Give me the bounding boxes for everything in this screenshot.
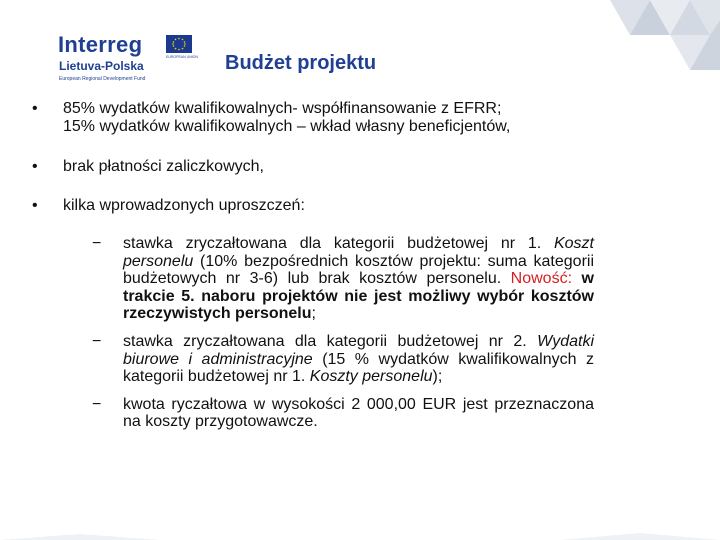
- bullet-text-line: 85% wydatków kwalifikowalnych- współfinansowanie z EFRR;: [63, 100, 502, 117]
- sub-text: (10% bezpośrednich kosztów projektu: suma kategorii budżetowych nr 3-6) lub brak kosztów personelu.: [123, 252, 594, 288]
- bottom-decoration: [0, 528, 720, 540]
- sub-text-italic: Koszty personelu: [309, 368, 433, 386]
- slide-title: Budżet projektu: [225, 52, 377, 74]
- logo-wordmark: Interreg: [58, 32, 143, 57]
- logo-flag-caption: EUROPEAN UNION: [166, 55, 198, 59]
- sub-text: (15 % wydatków kwalifikowalnych z kategorii budżetowej nr 1.: [123, 350, 595, 386]
- sub-item: [92, 333, 594, 386]
- sub-text-bold: w trakcie 5. naboru projektów nie jest możliwy wybór kosztów rzeczywistych personelu: [123, 270, 594, 323]
- bullet-item: [32, 197, 632, 215]
- sub-text: stawka zryczałtowana dla kategorii budżetowej nr 2.: [123, 332, 538, 350]
- bullet-item: [32, 100, 632, 136]
- logo-program-name: Lietuva-Polska: [59, 59, 144, 73]
- sub-text: );: [432, 368, 443, 386]
- interreg-logo: [58, 32, 198, 82]
- new-label: Nowość:: [510, 270, 573, 288]
- bullet-item: [32, 158, 632, 176]
- sub-text: stawka zryczałtowana dla kategorii budżetowej nr 1.: [123, 235, 554, 252]
- sub-text-italic: Koszt personelu: [123, 235, 594, 270]
- sub-item: [92, 235, 594, 323]
- sub-text-italic: Wydatki biurowe i administracyjne: [123, 332, 594, 368]
- corner-decoration: [610, 0, 720, 70]
- logo-fund-name: European Regional Development Fund: [59, 76, 146, 82]
- eu-flag-icon: [166, 35, 192, 53]
- sub-list: [92, 235, 594, 431]
- bullet-list: [32, 100, 632, 215]
- sub-text: kwota ryczałtowa w wysokości 2 000,00 EUR jest przeznaczona na koszty przygotowawcze.: [123, 395, 594, 431]
- bullet-text: kilka wprowadzonych uproszczeń:: [63, 197, 305, 214]
- sub-text: ;: [311, 305, 316, 323]
- bullet-text-line: 15% wydatków kwalifikowalnych – wkład własny beneficjentów,: [63, 118, 511, 135]
- bullet-text: brak płatności zaliczkowych,: [63, 158, 264, 175]
- sub-item: [92, 396, 594, 431]
